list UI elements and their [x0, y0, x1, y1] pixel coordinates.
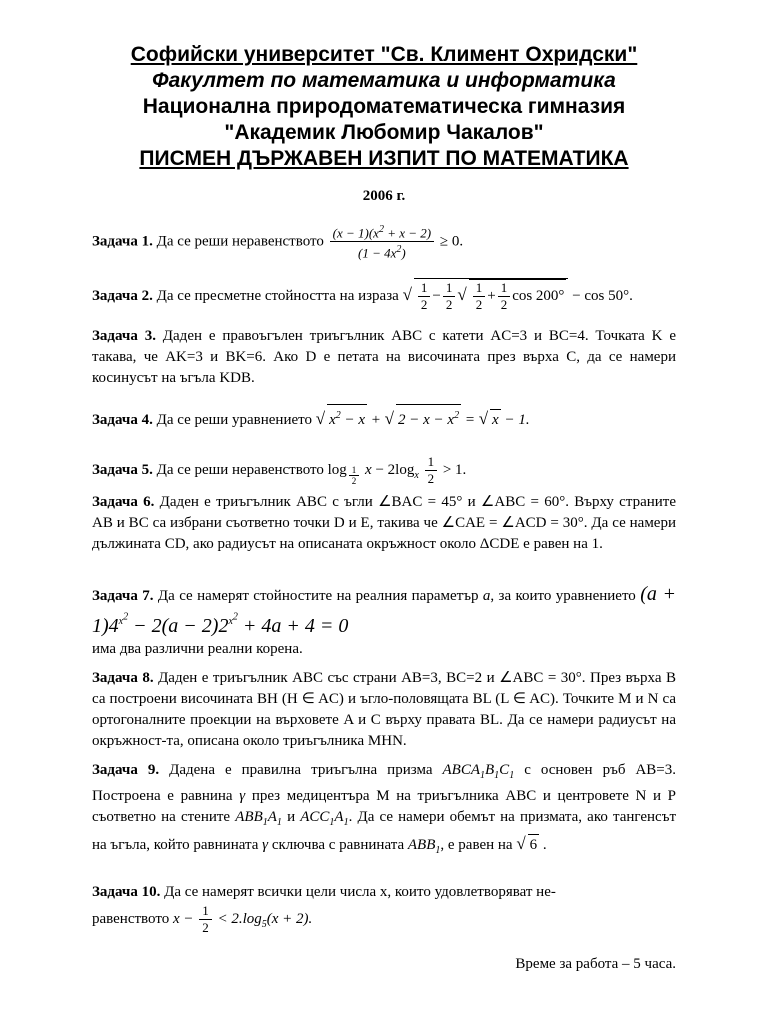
task-10-label: Задача 10.	[92, 884, 161, 900]
task-8	[92, 668, 676, 752]
task-4-formula: √ $x^2 - x$ + √ $2 - x - x^2$ = √ x − 1.	[316, 412, 530, 428]
task-2	[92, 278, 676, 313]
task-10-text-b: равенството	[92, 910, 170, 927]
task-9-text-g: , е равен на	[440, 837, 513, 853]
task-9-label: Задача 9.	[92, 762, 160, 778]
time-note: Време за работа – 5 часа.	[515, 956, 676, 972]
task-9-text-e: . Да се намери обемът на призмата, ако тангенсът на ъгъла, който равнината	[92, 809, 677, 853]
task-9: Задача 9. Дадена е правилна триъгълна призма $ABCA_1B_1C_1$ с основен ръб AB=3. Построена е равнина γ през медицентъра M на триъгълника ABC и центровете N и P съответно на стените $ABB_1A_1$ и $ACC_1A_1$. Да се намери обемът на призмата, ако тангенсът на ъгъла, който равнината γ сключва с равнината $ABB_1$, е равен на √ 6 .	[92, 762, 677, 856]
university-name: Софийски университет "Св. Климент Охридски"	[130, 43, 638, 66]
task-2-text: Да се пресметне стойността на израза	[156, 287, 399, 304]
task-8-text: Даден е триъгълник ABC със страни AB=3, BC=2 и ∠ABC = 30°. През върха B са построени височината BH (H ∈ AC) и ъгло-половящата BL (L ∈ AC). Точките M и N са ортогоналните проекции на върховете A и C върху правата BL. Да се намери радиусът на окръжност-та, описана около триъгълника MHN.	[92, 670, 676, 749]
faculty-name: Факултет по математика и информатика	[152, 69, 616, 92]
task-4-label: Задача 4.	[92, 412, 153, 428]
task-9-text-c: през медицентъра M на триъгълника ABC и центровете N и P съответно на стените	[92, 788, 677, 825]
task-5	[92, 454, 676, 487]
task-7-formula: $(a + 1)4^{x^2} - 2(a - 2)2^{x^2} + 4a + 4 = 0$	[92, 583, 677, 637]
task-1-text: Да се реши неравенството	[156, 233, 324, 250]
task-1: Задача 1. Да се реши неравенството $\frac{(x - 1)(x^2 + x - 2)}{(1 - 4x^2)}$ ≥ 0.	[92, 224, 464, 261]
task-2-formula: √ $\frac{1}{2}$ − $\frac{1}{2}$ √ $\frac{1}{2}$ + $\frac{1}{2}$ cos 200° − cos 50°.	[402, 280, 633, 312]
task-10-text-a: Да се намерят всички цели числа x, които удовлетворяват не-	[164, 884, 556, 900]
task-7-text-a: Да се намерят стойностите на реалния параметър	[157, 588, 479, 604]
task-1-formula: $\frac{(x - 1)(x^2 + x - 2)}{(1 - 4x^2)}$	[330, 222, 434, 262]
task-9-text-b: с основен ръб AB=3. Построена е равнина	[92, 762, 677, 804]
task-3	[92, 326, 676, 389]
exam-title: ПИСМЕН ДЪРЖАВЕН ИЗПИТ ПО МАТЕМАТИКА	[139, 147, 629, 170]
task-5-formula: log $_{\frac{1}{2}}$ $x - 2\log_x$ $\frac{1}{2}$ > 1.	[327, 454, 467, 487]
school-name: Национална природоматематическа гимназия	[142, 95, 626, 118]
school-name-2: "Академик Любомир Чакалов"	[224, 121, 544, 144]
task-6-text: Даден е триъгълник ABC с ъгли ∠BAC = 45° и ∠ABC = 60°. Върху страните AB и BC са избрани съответно точки D и E, такива че ∠CAE = ∠ACD = 30°. Да се намери дължината CD, ако радиусът на описаната окръжност около ΔCDE е равен на 1.	[92, 494, 676, 552]
task-3-label: Задача 3.	[92, 328, 156, 344]
task-4-text: Да се реши уравнението	[156, 412, 312, 428]
task-7-text-c: има два различни реални корена.	[92, 640, 303, 657]
task-8-label: Задача 8.	[92, 670, 154, 686]
task-6	[92, 492, 676, 555]
task-10-formula: x − $\frac{1}{2}$ < $2.\log_5(x + 2)$.	[172, 903, 313, 935]
task-1-label: Задача 1.	[92, 233, 153, 250]
task-6-label: Задача 6.	[92, 494, 155, 510]
task-9-text-a: Дадена е правилна триъгълна призма	[169, 762, 433, 778]
task-7-text-b: за които уравнението	[498, 588, 636, 604]
task-9-text-d: и	[287, 809, 296, 825]
task-4	[92, 404, 676, 431]
task-5-label: Задача 5.	[92, 461, 153, 478]
exam-year: 2006 г.	[362, 188, 406, 204]
task-9-text-f: сключва с равнината	[271, 837, 405, 853]
task-7-label: Задача 7.	[92, 588, 154, 604]
task-3-text: Даден е правоъгълен триъгълник ABC с катети AC=3 и BC=4. Точката K е такава, че AK=3 и BK=6. Ако D е петата на височината през върха C, да се намери косинусът на ъгъла KDB.	[92, 328, 677, 386]
task-7: Задача 7. Да се намерят стойностите на реалния параметър a, за които уравнението $(a + 1)4^{x^2} - 2(a - 2)2^{x^2} + 4a + 4 = 0$ има два различни реални корена.	[92, 583, 677, 657]
document-header	[0, 42, 768, 172]
task-2-label: Задача 2.	[92, 287, 153, 304]
task-5-text: Да се реши неравенството	[156, 461, 324, 478]
task-10	[92, 882, 676, 936]
